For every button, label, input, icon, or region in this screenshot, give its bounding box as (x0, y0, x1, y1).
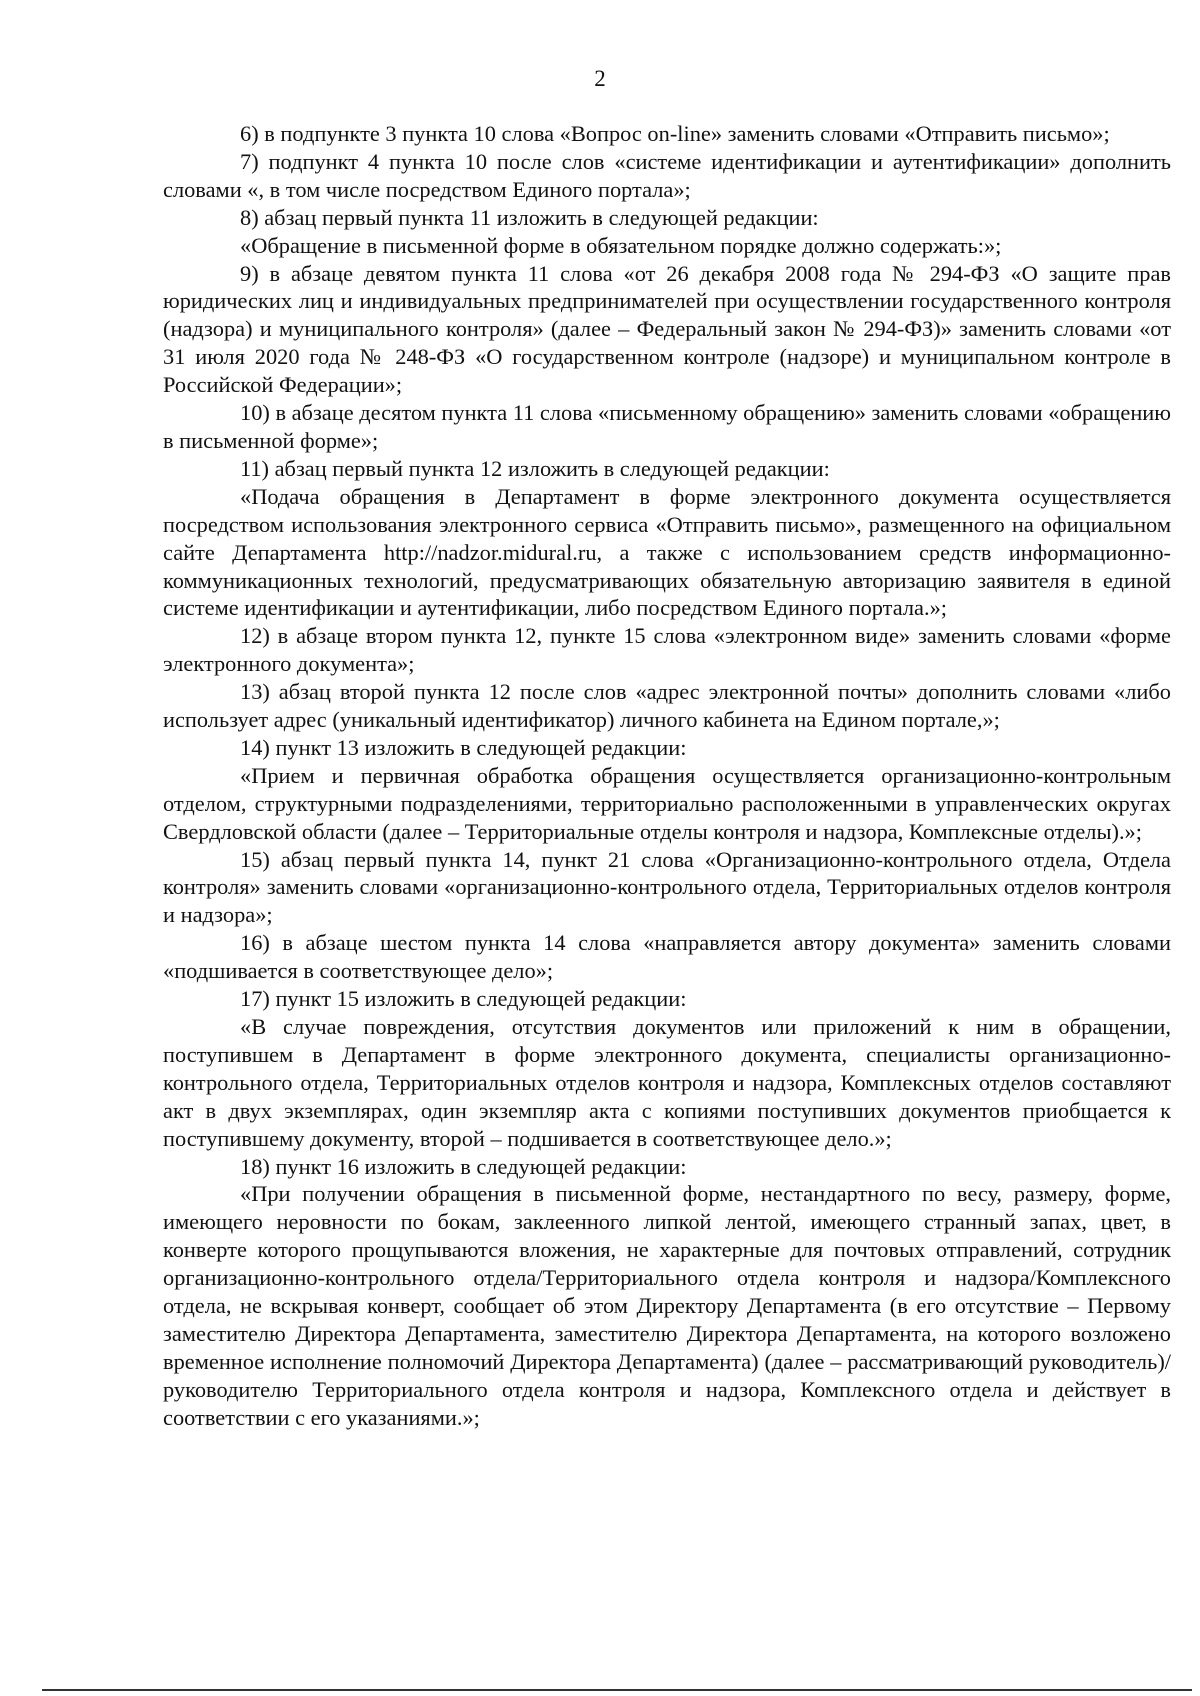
paragraph-8: 8) абзац первый пункта 11 изложить в следующей редакции: (240, 204, 819, 230)
paragraph-18: 18) пункт 16 изложить в следующей редакции: (240, 1153, 687, 1179)
paragraph-11: 11) абзац первый пункта 12 изложить в следующей редакции: (240, 455, 830, 481)
paragraph-8-quote: «Обращение в письменной форме в обязательном порядке должно содержать:»; (240, 232, 1002, 258)
paragraph-12: 12) в абзаце втором пункта 12, пункте 15 слова «электронном виде» заменить словами «форме электронного документа»; (163, 623, 1171, 677)
bottom-divider (42, 1689, 1192, 1691)
paragraph-14: 14) пункт 13 изложить в следующей редакции: (240, 734, 687, 760)
paragraph-7: 7) подпункт 4 пункта 10 после слов «системе идентификации и аутентификации» дополнить словами «, в том числе посредством Единого портала»; (163, 148, 1171, 202)
paragraph-18-quote: «При получении обращения в письменной форме, нестандартного по весу, размеру, форме, имеющего неровности по бокам, заклеенного липкой лентой, имеющего странный запах, цвет, в конверте которого прощупываются вложения, не характерные для почтовых отправлений, сотрудник организационно-контрольного отдела/Территориального отдела контроля и надзора/Комплексного отдела, не вскрывая конверт, сообщает об этом Директору Департамента (в его отсутствие – Первому заместителю Директора Департамента, заместителю Директора Департамента, на которого возложено временное исполнение полномочий Директора Департамента) (далее – рассматривающий руководитель)/руководителю Территориального отдела контроля и надзора, Комплексного отдела и действует в соответствии с его указаниями.»; (163, 1181, 1171, 1430)
paragraph-6: 6) в подпункте 3 пункта 10 слова «Вопрос on-line» заменить словами «Отправить письмо»; (240, 121, 1110, 146)
paragraph-11-quote: «Подача обращения в Департамент в форме электронного документа осуществляется посредством использования электронного сервиса «Отправить письмо», размещенного на официальном сайте Департамента http://nadzor.midural.ru, а также с использованием средств информационно-коммуникационных технологий, предусматривающих обязательную авторизацию заявителя в единой системе идентификации и аутентификации, либо посредством Единого портала.»; (163, 483, 1171, 621)
paragraph-10: 10) в абзаце десятом пункта 11 слова «письменному обращению» заменить словами «обращению в письменной форме»; (163, 400, 1172, 453)
paragraph-9: 9) в абзаце девятом пункта 11 слова «от 26 декабря 2008 года № 294-ФЗ «О защите прав юридических лиц и индивидуальных предпринимателей при осуществлении государственного контроля (надзора) и муниципального контроля» (далее – Федеральный закон № 294-ФЗ)» заменить словами «от 31 июля 2020 года № 248-ФЗ «О государственном контроле (надзоре) и муниципальном контроле в Российской Федерации»; (163, 260, 1171, 398)
document-body (163, 120, 1171, 1432)
paragraph-16: 16) в абзаце шестом пункта 14 слова «направляется автору документа» заменить словами «подшивается в соответствующее дело»; (163, 930, 1171, 984)
paragraph-13: 13) абзац второй пункта 12 после слов «адрес электронной почты» дополнить словами «либо использует адрес (уникальный идентификатор) личного кабинета на Едином портале,»; (163, 679, 1171, 733)
paragraph-14-quote: «Прием и первичная обработка обращения осуществляется организационно-контрольным отделом, структурными подразделениями, территориально расположенными в управленческих округах Свердловской области (далее – Территориальные отделы контроля и надзора, Комплексные отделы).»; (163, 762, 1171, 844)
page-number: 2 (594, 66, 606, 91)
paragraph-17: 17) пункт 15 изложить в следующей редакции: (240, 986, 687, 1012)
paragraph-17-quote: «В случае повреждения, отсутствия документов или приложений к ним в обращении, поступившем в Департамент в форме электронного документа, специалисты организационно-контрольного отдела, Территориальных отделов контроля и надзора, Комплексных отделов составляют акт в двух экземплярах, один экземпляр акта с копиями поступивших документов приобщается к поступившему документу, второй – подшивается в соответствующее дело.»; (163, 1014, 1171, 1151)
paragraph-15: 15) абзац первый пункта 14, пункт 21 слова «Организационно-контрольного отдела, Отдела контроля» заменить словами «организационно-контрольного отдела, Территориальных отделов контроля и надзора»; (163, 846, 1171, 928)
